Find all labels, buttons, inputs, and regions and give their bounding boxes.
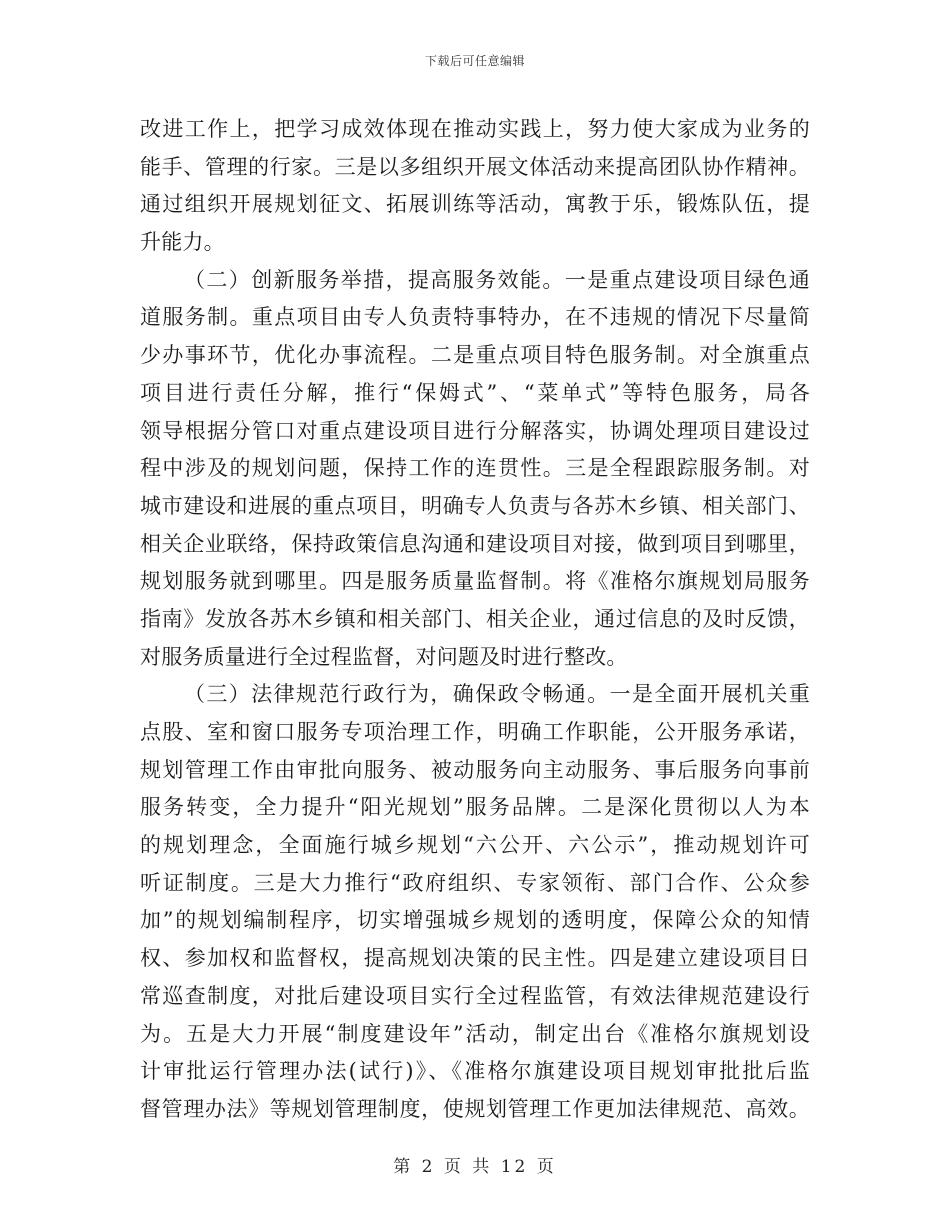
text-line: 计审批运行管理办法(试行)》、《准格尔旗建设项目规划审批批后监 <box>140 1059 810 1084</box>
text-line: 规划服务就到哪里。四是服务质量监督制。将《准格尔旗规划局服务 <box>140 569 810 594</box>
text-line: 督管理办法》等规划管理制度，使规划管理工作更加法律规范、高效。 <box>140 1096 810 1121</box>
section-heading-line: （二）创新服务举措，提高服务效能。一是重点建设项目绿色通 <box>184 267 810 292</box>
text-line: 程中涉及的规划问题，保持工作的连贯性。三是全程跟踪服务制。对 <box>140 456 810 481</box>
section-heading-line: （三）法律规范行政行为，确保政令畅通。一是全面开展机关重 <box>184 682 810 707</box>
text-line: 能手、管理的行家。三是以多组织开展文体活动来提高团队协作精神。 <box>140 154 810 179</box>
text-line: 点股、室和窗口服务专项治理工作，明确工作职能，公开服务承诺， <box>140 720 810 744</box>
text-line: 相关企业联络，保持政策信息沟通和建设项目对接，做到项目到哪里， <box>140 531 810 556</box>
text-line: 道服务制。重点项目由专人负责特事特办，在不违规的情况下尽量简 <box>140 305 810 330</box>
text-line: 通过组织开展规划征文、拓展训练等活动，寓教于乐，锻炼队伍，提 <box>140 192 810 217</box>
page-header: 下载后可任意编辑 <box>424 54 525 68</box>
text-line: 领导根据分管口对重点建设项目进行分解落实，协调处理项目建设过 <box>140 418 810 443</box>
text-line: 项目进行责任分解，推行“保姆式”、“菜单式”等特色服务，局各 <box>140 380 810 405</box>
text-line: 城市建设和进展的重点项目，明确专人负责与各苏木乡镇、相关部门、 <box>140 493 810 518</box>
text-line: 权、参加权和监督权，提高规划决策的民主性。四是建立建设项目日 <box>140 946 810 971</box>
text-line: 服务转变，全力提升“阳光规划”服务品牌。二是深化贯彻以人为本 <box>140 795 810 820</box>
text-line: 听证制度。三是大力推行“政府组织、专家领衔、部门合作、公众参 <box>140 870 810 895</box>
text-line: 改进工作上，把学习成效体现在推动实践上，努力使大家成为业务的 <box>140 117 810 141</box>
text-line: 指南》发放各苏木乡镇和相关部门、相关企业，通过信息的及时反馈， <box>140 606 810 631</box>
text-line: 加”的规划编制程序，切实增强城乡规划的透明度，保障公众的知情 <box>140 908 810 933</box>
text-line: 为。五是大力开展“制度建设年”活动，制定出台《准格尔旗规划设 <box>140 1021 810 1046</box>
text-line: 少办事环节，优化办事流程。二是重点项目特色服务制。对全旗重点 <box>140 343 810 368</box>
text-line: 的规划理念，全面施行城乡规划“六公开、六公示”，推动规划许可 <box>140 833 810 858</box>
page-number-footer: 第 2 页 共 12 页 <box>393 1157 557 1177</box>
text-line: 常巡查制度，对批后建设项目实行全过程监管，有效法律规范建设行 <box>140 983 810 1008</box>
text-line: 对服务质量进行全过程监督，对问题及时进行整改。 <box>140 644 628 669</box>
text-line: 规划管理工作由审批向服务、被动服务向主动服务、事后服务向事前 <box>140 757 810 782</box>
document-body <box>140 111 810 1129</box>
text-line: 升能力。 <box>140 230 225 255</box>
